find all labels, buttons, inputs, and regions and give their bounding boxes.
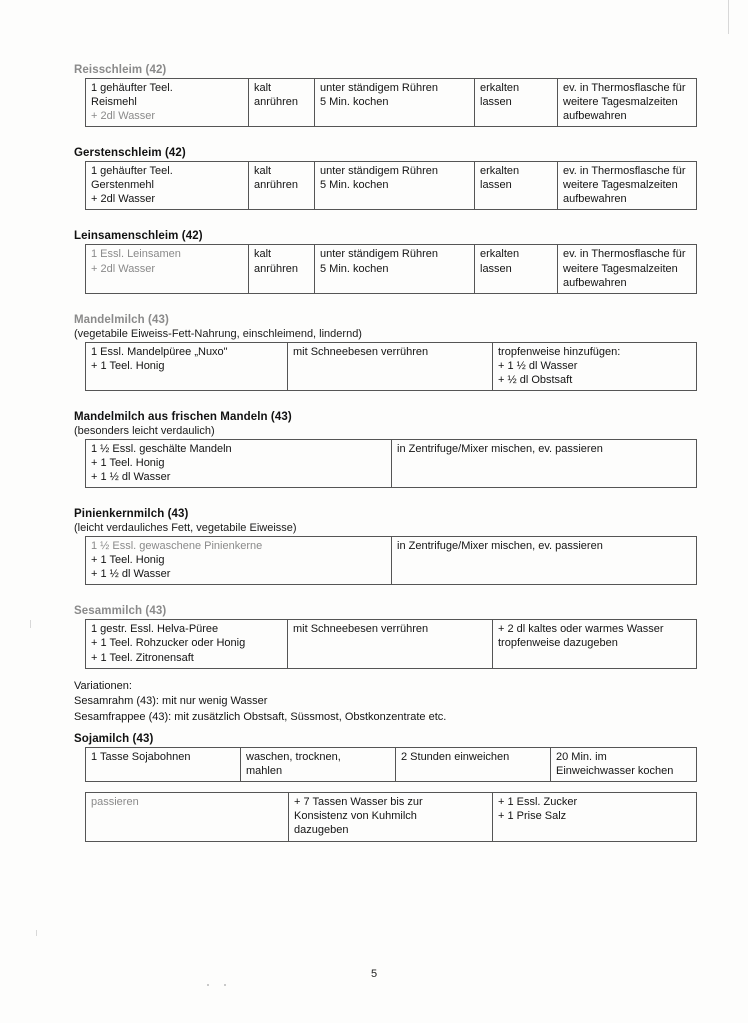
cell-step-2: 2 Stunden einweichen bbox=[396, 748, 551, 782]
cell-ingredients: 1 Essl. Mandelpüree „Nuxo" + 1 Teel. Honig bbox=[86, 342, 288, 390]
scan-edge-mark-bottom-left bbox=[36, 930, 37, 936]
cell-step-6: + 1 Essl. Zucker + 1 Prise Salz bbox=[493, 793, 697, 841]
scan-edge-mark-top-right bbox=[728, 0, 729, 34]
cell-ingredients: 1 ½ Essl. geschälte Mandeln + 1 Teel. Honig + 1 ½ dl Wasser bbox=[86, 439, 392, 487]
section-leinsamenschleim bbox=[74, 230, 696, 293]
section-title: Pinienkernmilch (43) bbox=[74, 508, 189, 521]
cell-step-2: unter ständigem Rühren 5 Min. kochen bbox=[315, 245, 475, 293]
scan-edge-mark-left bbox=[30, 620, 31, 628]
cell-ingredients: 1 Essl. Leinsamen + 2dl Wasser bbox=[86, 245, 249, 293]
page-number: 5 bbox=[370, 968, 378, 980]
cell-step-2: + 2 dl kaltes oder warmes Wasser tropfenweise dazugeben bbox=[493, 620, 697, 668]
cell-ingredients: 1 ½ Essl. gewaschene Pinienkerne + 1 Teel. Honig + 1 ½ dl Wasser bbox=[86, 537, 392, 585]
cell-ingredients: 1 Tasse Sojabohnen bbox=[86, 748, 241, 782]
table-row bbox=[86, 620, 697, 668]
section-mandelmilch-frische-mandeln bbox=[74, 411, 696, 488]
section-title: Sesammilch (43) bbox=[74, 605, 167, 618]
variations-line: Sesamfrappee (43): mit zusätzlich Obstsaft, Süssmost, Obstkonzentrate etc. bbox=[74, 711, 447, 724]
recipe-table-sojamilch-2 bbox=[85, 792, 697, 841]
recipe-table-gerstenschleim bbox=[85, 161, 697, 210]
section-sojamilch bbox=[74, 733, 696, 841]
section-mandelmilch bbox=[74, 314, 696, 391]
table-row bbox=[86, 439, 697, 487]
recipe-table-mandelmilch-frisch bbox=[85, 439, 697, 488]
cell-step-1: in Zentrifuge/Mixer mischen, ev. passieren bbox=[392, 439, 697, 487]
cell-step-1: kalt anrühren bbox=[249, 245, 315, 293]
cell-step-2: unter ständigem Rühren 5 Min. kochen bbox=[315, 79, 475, 127]
cell-note: ev. in Thermosflasche für weitere Tagesmalzeiten aufbewahren bbox=[558, 79, 697, 127]
cell-step-1: kalt anrühren bbox=[249, 79, 315, 127]
section-pinienkernmilch bbox=[74, 508, 696, 585]
variations-line: Sesamrahm (43): mit nur wenig Wasser bbox=[74, 695, 268, 708]
recipe-table-reisschleim bbox=[85, 78, 697, 127]
section-title: Reisschleim (42) bbox=[74, 64, 167, 76]
table-row bbox=[86, 748, 697, 782]
section-subtitle: (leicht verdauliches Fett, vegetabile Eiweisse) bbox=[74, 522, 297, 535]
cell-ingredients: 1 gehäufter Teel. Gerstenmehl + 2dl Wasser bbox=[86, 162, 249, 210]
cell-step-3: erkalten lassen bbox=[475, 79, 558, 127]
table-row bbox=[86, 245, 697, 293]
section-reisschleim bbox=[74, 64, 696, 127]
cell-step-4: passieren bbox=[86, 793, 289, 841]
section-subtitle: (vegetabile Eiweiss-Fett-Nahrung, einschleimend, lindernd) bbox=[74, 327, 362, 340]
variations-heading: Variationen: bbox=[74, 679, 132, 692]
cell-step-2: tropfenweise hinzufügen: + 1 ½ dl Wasser + ½ dl Obstsaft bbox=[493, 342, 697, 390]
scan-speck bbox=[207, 984, 209, 986]
section-gerstenschleim bbox=[74, 147, 696, 210]
cell-note: ev. in Thermosflasche für weitere Tagesmalzeiten aufbewahren bbox=[558, 162, 697, 210]
section-subtitle: (besonders leicht verdaulich) bbox=[74, 424, 215, 437]
recipe-table-pinienkernmilch bbox=[85, 536, 697, 585]
cell-step-3: 20 Min. im Einweichwasser kochen bbox=[551, 748, 697, 782]
cell-step-2: unter ständigem Rühren 5 Min. kochen bbox=[315, 162, 475, 210]
table-row bbox=[86, 79, 697, 127]
cell-step-1: mit Schneebesen verrühren bbox=[288, 342, 493, 390]
cell-step-3: erkalten lassen bbox=[475, 245, 558, 293]
section-title: Gerstenschleim (42) bbox=[74, 147, 186, 160]
cell-ingredients: 1 gehäufter Teel. Reismehl + 2dl Wasser bbox=[86, 79, 249, 127]
table-row bbox=[86, 342, 697, 390]
recipe-table-sesammilch bbox=[85, 619, 697, 668]
section-title: Sojamilch (43) bbox=[74, 733, 154, 746]
table-row bbox=[86, 537, 697, 585]
variations-block bbox=[74, 679, 696, 726]
section-title: Leinsamenschleim (42) bbox=[74, 230, 203, 243]
section-sesammilch bbox=[74, 605, 696, 668]
section-title: Mandelmilch aus frischen Mandeln (43) bbox=[74, 410, 292, 423]
cell-step-3: erkalten lassen bbox=[475, 162, 558, 210]
table-row bbox=[86, 793, 697, 841]
cell-step-1: kalt anrühren bbox=[249, 162, 315, 210]
cell-step-1: waschen, trocknen, mahlen bbox=[241, 748, 396, 782]
recipe-table-sojamilch-1 bbox=[85, 747, 697, 782]
table-row bbox=[86, 162, 697, 210]
recipe-table-leinsamenschleim bbox=[85, 244, 697, 293]
document-body bbox=[74, 64, 696, 848]
section-title: Mandelmilch (43) bbox=[74, 313, 169, 326]
cell-step-5: + 7 Tassen Wasser bis zur Konsistenz von Kuhmilch dazugeben bbox=[289, 793, 493, 841]
recipe-table-mandelmilch bbox=[85, 342, 697, 391]
cell-ingredients: 1 gestr. Essl. Helva-Püree + 1 Teel. Rohzucker oder Honig + 1 Teel. Zitronensaft bbox=[86, 620, 288, 668]
cell-step-1: mit Schneebesen verrühren bbox=[288, 620, 493, 668]
cell-step-1: in Zentrifuge/Mixer mischen, ev. passieren bbox=[392, 537, 697, 585]
scan-speck bbox=[224, 984, 226, 986]
cell-note: ev. in Thermosflasche für weitere Tagesmalzeiten aufbewahren bbox=[558, 245, 697, 293]
